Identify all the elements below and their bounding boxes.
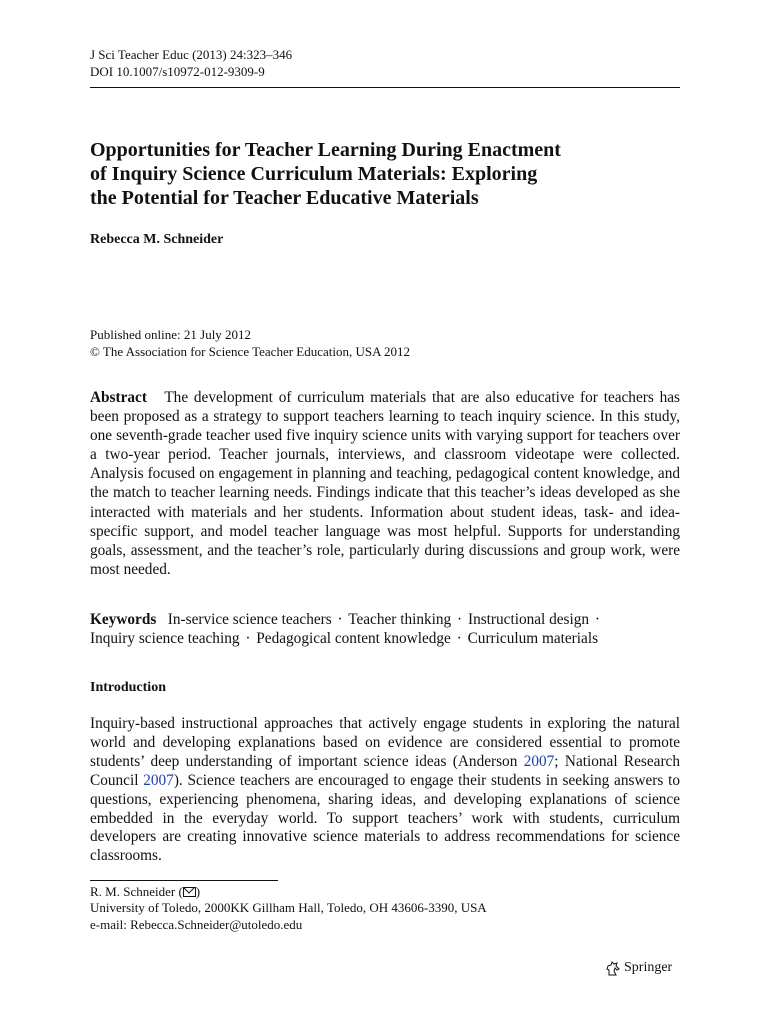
title-line-3: the Potential for Teacher Educative Materials xyxy=(90,187,479,209)
abstract-text: The development of curriculum materials that are also educative for teachers has been proposed as a strategy to support teachers learning to teach inquiry science. In this study, one seventh-grade teacher used five inquiry science units with varying support for teachers over a two-year period. Teacher journals, interviews, and classroom videotape were collected. Analysis focused on engagement in planning and teaching, pedagogical content knowledge, and the match to teacher learning needs. Findings indicate that this teacher’s ideas developed as she interacted with materials and her students. Information about student ideas, task- and idea-specific support, and model teacher language was most helpful. Supports for understanding goals, assessment, and the teacher’s role, particularly during discussions and group work, were most needed. xyxy=(90,389,680,578)
intro-text: Inquiry-based instructional approaches that actively engage students in exploring the natural world and developing explanations based on evidence are considered essential to promote students’ deep understanding of important science ideas (Anderson xyxy=(90,715,680,770)
citation-link[interactable]: 2007 xyxy=(523,752,555,770)
envelope-icon[interactable] xyxy=(183,887,196,897)
keyword: Pedagogical content knowledge xyxy=(256,630,451,648)
keyword: Inquiry science teaching xyxy=(90,630,240,648)
published-online: Published online: 21 July 2012 xyxy=(90,327,252,342)
footnote-divider xyxy=(90,880,278,881)
keyword: In-service science teachers xyxy=(167,611,332,628)
intro-text: ; National Research Council xyxy=(90,752,680,789)
publication-info xyxy=(90,326,410,360)
paper-title xyxy=(90,138,680,210)
footnote-email[interactable]: e-mail: Rebecca.Schneider@utoledo.edu xyxy=(90,916,303,932)
keyword-separator: · xyxy=(457,611,463,628)
intro-text: ). Science teachers are encouraged to engage their students in seeking answers to questions, experiencing phenomena, sharing ideas, and developing explanations of science embedded in the everyday world. To support teachers’ work with students, curriculum developers are creating innovative science materials to address recommendations for science classrooms. xyxy=(90,771,681,865)
author-footnote xyxy=(90,884,487,933)
keywords xyxy=(90,610,680,648)
title-line-1: Opportunities for Teacher Learning During Enactment xyxy=(90,139,561,161)
citation-link[interactable]: 2007 xyxy=(143,771,174,789)
journal-header xyxy=(90,46,292,80)
footnote-affiliation: University of Toledo, 2000KK Gillham Hall, Toledo, OH 43606-3390, USA xyxy=(90,900,487,916)
footnote-author: R. M. Schneider ( ) xyxy=(90,884,201,899)
author-name: Rebecca M. Schneider xyxy=(90,232,224,247)
copyright: © The Association for Science Teacher Education, USA 2012 xyxy=(90,344,411,359)
keyword-separator: · xyxy=(337,611,343,628)
publisher-name: Springer xyxy=(624,960,673,975)
abstract xyxy=(90,388,680,579)
keyword: Curriculum materials xyxy=(467,630,599,648)
abstract-label: Abstract xyxy=(90,389,147,406)
journal-citation: J Sci Teacher Educ (2013) 24:323–346 xyxy=(90,47,293,62)
doi[interactable]: DOI 10.1007/s10972-012-9309-9 xyxy=(90,64,265,79)
springer-horse-icon xyxy=(606,961,620,976)
keyword-separator: · xyxy=(594,611,600,628)
publisher-logo xyxy=(606,960,672,976)
introduction-paragraph xyxy=(90,715,680,866)
keyword: Teacher thinking xyxy=(348,611,452,628)
keywords-label: Keywords xyxy=(90,611,157,628)
title-line-2: of Inquiry Science Curriculum Materials: Exploring xyxy=(90,163,538,185)
keyword: Instructional design xyxy=(467,611,590,628)
introduction-heading: Introduction xyxy=(90,680,166,695)
keyword-separator: · xyxy=(245,630,251,648)
header-divider xyxy=(90,87,680,88)
keyword-separator: · xyxy=(456,630,462,648)
